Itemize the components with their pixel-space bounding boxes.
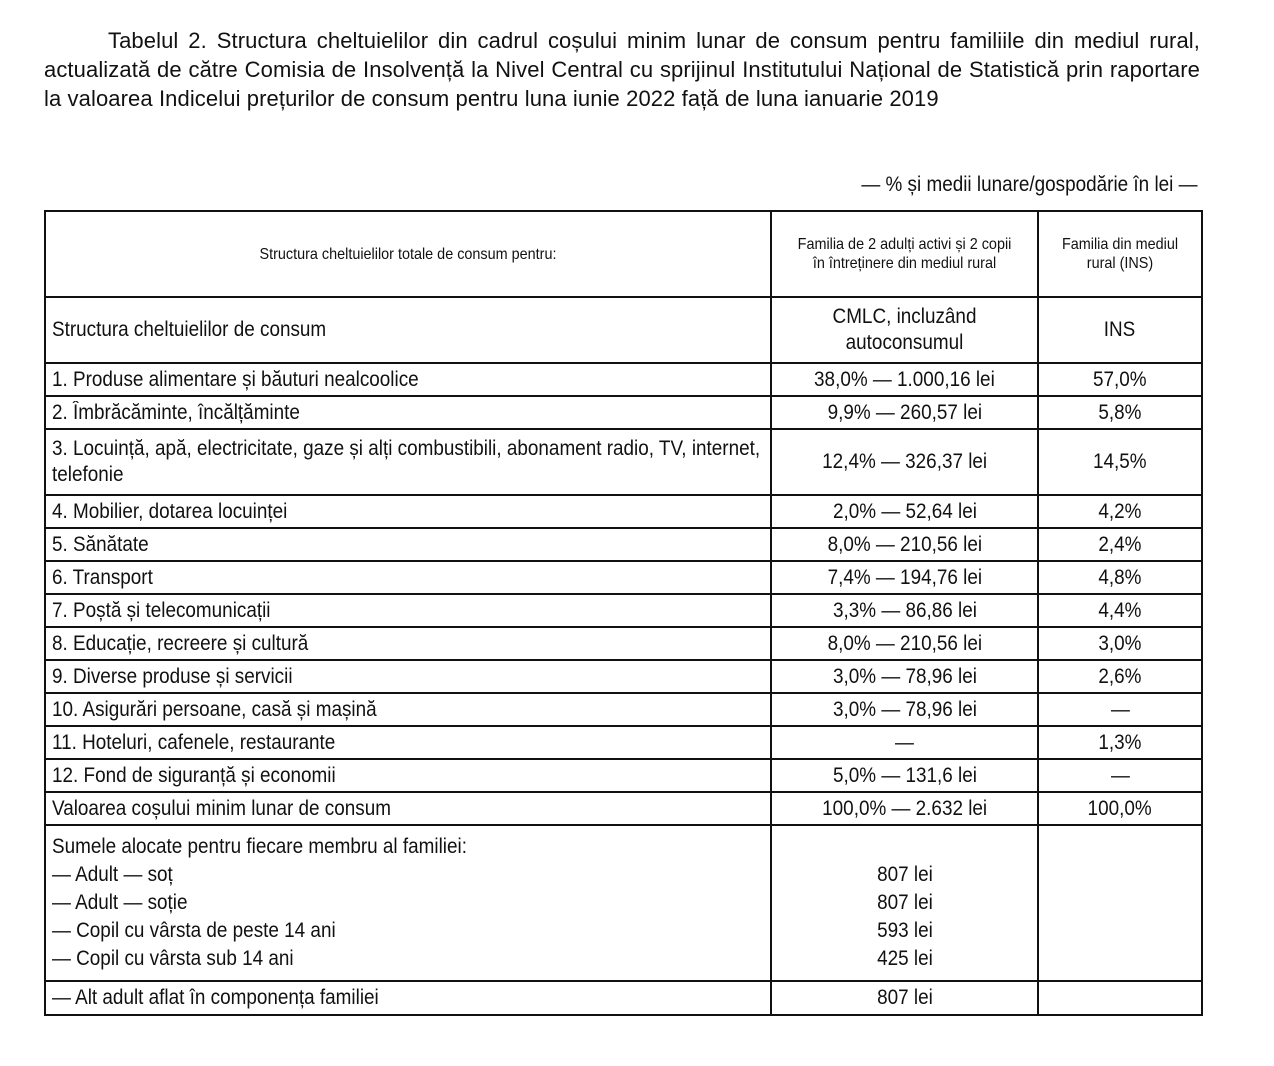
subheader-cmlc: CMLC, incluzând autoconsumul	[771, 297, 1038, 363]
row-cmlc-value: 3,3% — 86,86 lei	[771, 594, 1038, 627]
row-ins-value: 4,8%	[1038, 561, 1202, 594]
row-label: 12. Fond de siguranță și economii	[45, 759, 771, 792]
table-row	[45, 528, 1202, 561]
row-cmlc-value: 3,0% — 78,96 lei	[771, 693, 1038, 726]
row-ins-value: 3,0%	[1038, 627, 1202, 660]
row-ins-value: —	[1038, 693, 1202, 726]
table-row	[45, 660, 1202, 693]
row-cmlc-value: 8,0% — 210,56 lei	[771, 528, 1038, 561]
members-allocation-row	[45, 825, 1202, 981]
subheader-structure: Structura cheltuielilor de consum	[45, 297, 771, 363]
row-label: 11. Hoteluri, cafenele, restaurante	[45, 726, 771, 759]
other-adult-row	[45, 981, 1202, 1015]
members-ins-empty	[1038, 825, 1202, 981]
row-ins-value: 14,5%	[1038, 429, 1202, 495]
table-row	[45, 495, 1202, 528]
row-label: 3. Locuință, apă, electricitate, gaze și alți combustibili, abonament radio, TV, internet, telefonie	[45, 429, 771, 495]
member-value: 807 lei	[876, 863, 933, 886]
table-row	[45, 561, 1202, 594]
row-ins-value: 4,4%	[1038, 594, 1202, 627]
row-ins-value: 2,4%	[1038, 528, 1202, 561]
table-caption: Tabelul 2. Structura cheltuielilor din cadrul coșului minim lunar de consum pentru familiile din mediul rural, actualizată de către Comisia de Insolvență la Nivel Central cu sprijinul Institutului Național de Statistică prin raportare la valoarea Indicelui prețurilor de consum pentru luna iunie 2022 față de luna ianuarie 2019	[44, 28, 1200, 111]
row-ins-value: 57,0%	[1038, 363, 1202, 396]
subheader-ins: INS	[1038, 297, 1202, 363]
other-adult-value: 807 lei	[771, 981, 1038, 1015]
other-adult-label: — Alt adult aflat în componența familiei	[45, 981, 771, 1015]
row-label: 10. Asigurări persoane, casă și mașină	[45, 693, 771, 726]
row-ins-value: 2,6%	[1038, 660, 1202, 693]
row-cmlc-value: 38,0% — 1.000,16 lei	[771, 363, 1038, 396]
table-row	[45, 363, 1202, 396]
table-row	[45, 726, 1202, 759]
row-cmlc-value: 5,0% — 131,6 lei	[771, 759, 1038, 792]
row-cmlc-value: 2,0% — 52,64 lei	[771, 495, 1038, 528]
table-header-row	[45, 211, 1202, 297]
row-ins-value: —	[1038, 759, 1202, 792]
row-cmlc-value: —	[771, 726, 1038, 759]
row-label: 8. Educație, recreere și cultură	[45, 627, 771, 660]
row-cmlc-value: 3,0% — 78,96 lei	[771, 660, 1038, 693]
member-label: — Adult — soție	[52, 891, 188, 914]
row-cmlc-value: 12,4% — 326,37 lei	[771, 429, 1038, 495]
row-cmlc-value: 9,9% — 260,57 lei	[771, 396, 1038, 429]
expense-structure-table	[44, 210, 1203, 1016]
row-label: 9. Diverse produse și servicii	[45, 660, 771, 693]
header-structure: Structura cheltuielilor totale de consum pentru:	[45, 211, 771, 297]
row-ins-value: 1,3%	[1038, 726, 1202, 759]
row-label: 6. Transport	[45, 561, 771, 594]
table-row	[45, 693, 1202, 726]
row-label: 5. Sănătate	[45, 528, 771, 561]
table-row-total	[45, 792, 1202, 825]
row-label: 4. Mobilier, dotarea locuinței	[45, 495, 771, 528]
table-row	[45, 429, 1202, 495]
header-family-2-adults-2-children: Familia de 2 adulți activi și 2 copii în întreținere din mediul rural	[771, 211, 1038, 297]
member-label: — Copil cu vârsta sub 14 ani	[52, 947, 294, 970]
row-label: 7. Poștă și telecomunicații	[45, 594, 771, 627]
row-label: 2. Îmbrăcăminte, încălțăminte	[45, 396, 771, 429]
row-cmlc-value: 8,0% — 210,56 lei	[771, 627, 1038, 660]
unit-note: — % și medii lunare/gospodărie în lei —	[861, 173, 1198, 196]
other-adult-ins-empty	[1038, 981, 1202, 1015]
member-label: — Adult — soț	[52, 863, 173, 886]
members-values	[771, 825, 1038, 981]
table-row	[45, 396, 1202, 429]
row-label: Valoarea coșului minim lunar de consum	[45, 792, 771, 825]
header-rural-family-ins: Familia din mediul rural (INS)	[1038, 211, 1202, 297]
table-row	[45, 627, 1202, 660]
row-ins-value: 5,8%	[1038, 396, 1202, 429]
members-heading: Sumele alocate pentru fiecare membru al familiei:	[52, 835, 467, 858]
members-labels	[45, 825, 771, 981]
table-row	[45, 759, 1202, 792]
member-label: — Copil cu vârsta de peste 14 ani	[52, 919, 336, 942]
row-label: 1. Produse alimentare și băuturi nealcoolice	[45, 363, 771, 396]
table-row	[45, 594, 1202, 627]
row-cmlc-value: 100,0% — 2.632 lei	[771, 792, 1038, 825]
row-ins-value: 4,2%	[1038, 495, 1202, 528]
member-value: 807 lei	[876, 891, 933, 914]
row-cmlc-value: 7,4% — 194,76 lei	[771, 561, 1038, 594]
member-value: 593 lei	[876, 919, 933, 942]
table-subheader-row	[45, 297, 1202, 363]
row-ins-value: 100,0%	[1038, 792, 1202, 825]
member-value: 425 lei	[876, 947, 933, 970]
